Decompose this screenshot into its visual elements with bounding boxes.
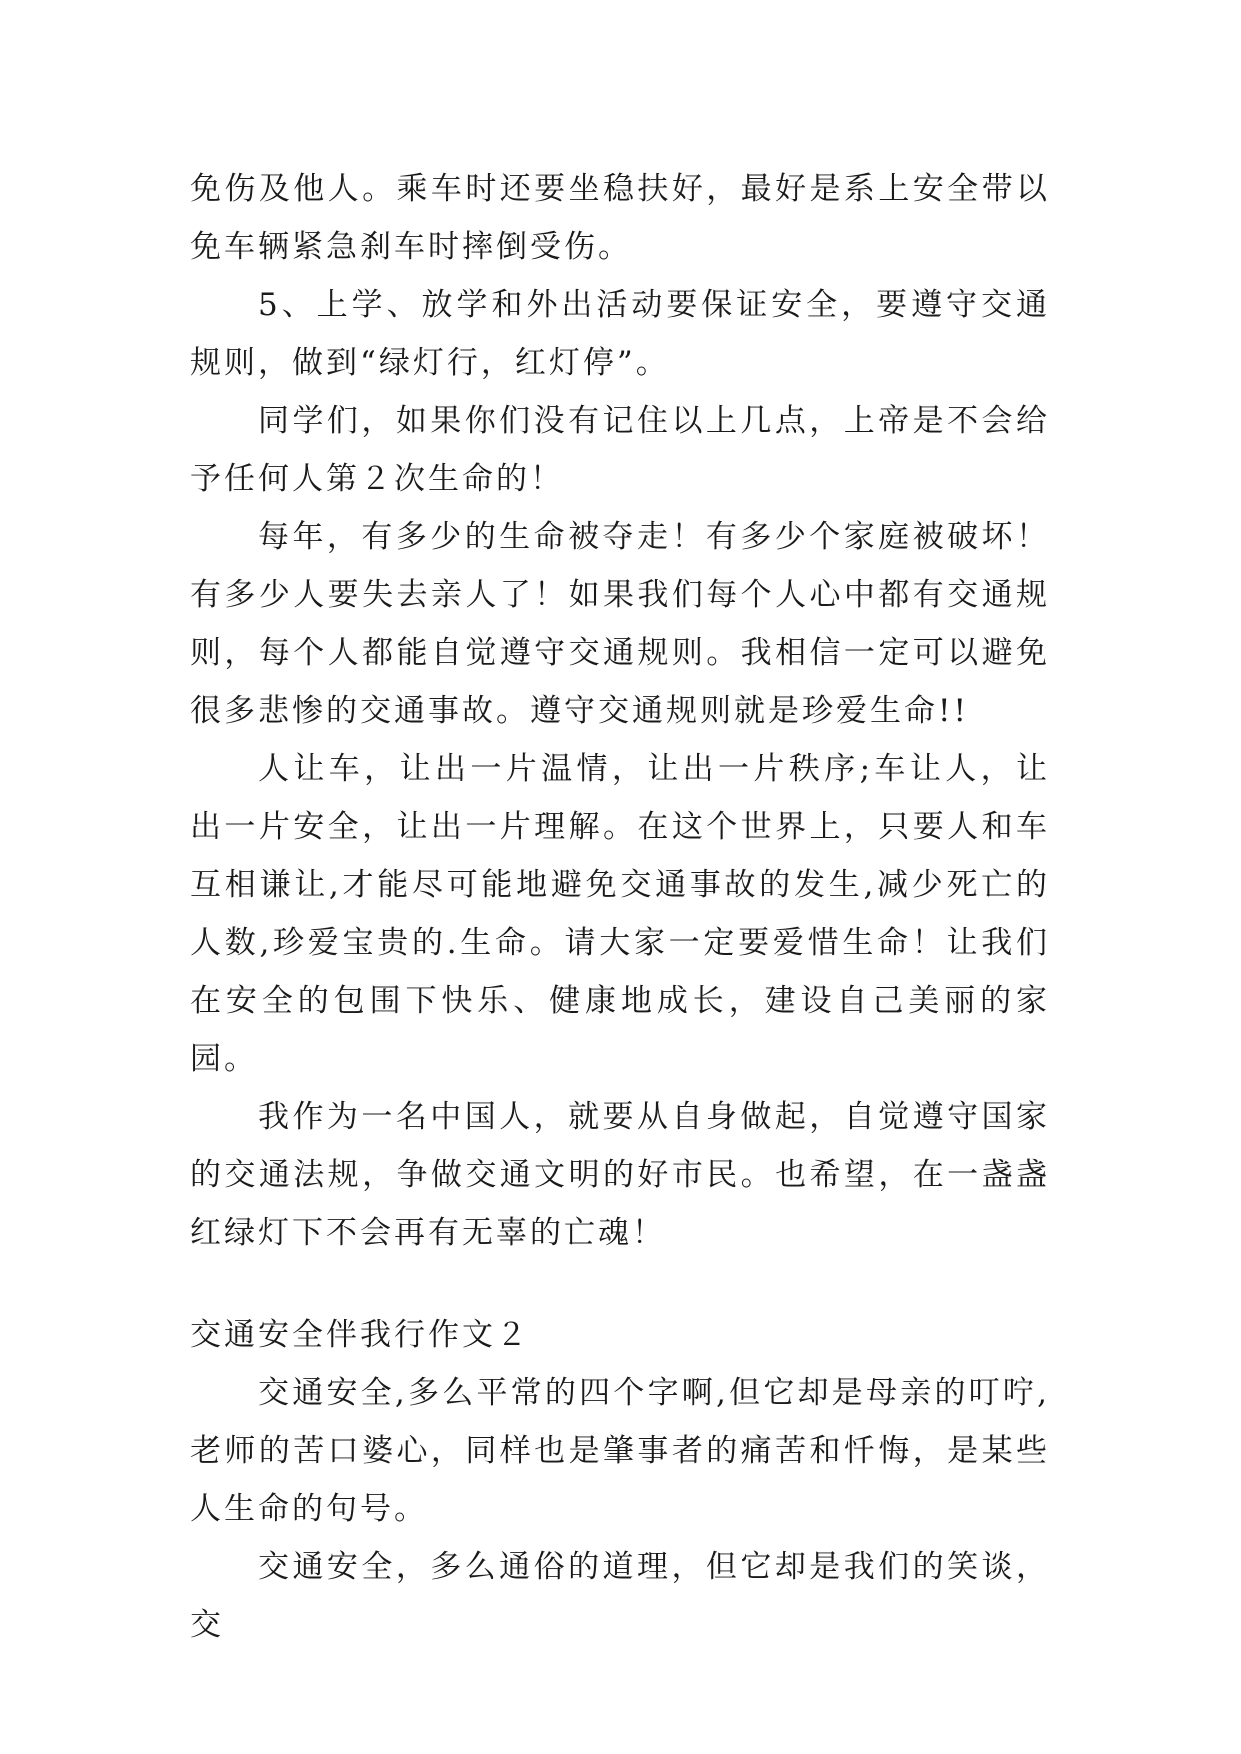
- paragraph-7: 交通安全,多么平常的四个字啊,但它却是母亲的叮咛,老师的苦口婆心，同样也是肇事者的痛苦和忏悔，是某些人生命的句号。: [190, 1375, 1050, 1527]
- paragraph-2: 5、上学、放学和外出活动要保证安全，要遵守交通规则，做到“绿灯行，红灯停”。: [190, 287, 1050, 381]
- paragraph-1: 免伤及他人。乘车时还要坐稳扶好，最好是系上安全带以免车辆紧急刹车时摔倒受伤。: [190, 171, 1050, 265]
- section-heading: 交通安全伴我行作文２: [190, 1317, 530, 1353]
- paragraph-4: 每年，有多少的生命被夺走！有多少个家庭被破坏！有多少人要失去亲人了！如果我们每个人心中都有交通规则，每个人都能自觉遵守交通规则。我相信一定可以避免很多悲惨的交通事故。遵守交通规则就是珍爱生命!!: [190, 519, 1050, 729]
- paragraph-8: 交通安全，多么通俗的道理，但它却是我们的笑谈，交: [190, 1549, 1050, 1643]
- paragraph-3: 同学们，如果你们没有记住以上几点，上帝是不会给予任何人第２次生命的！: [190, 403, 1050, 497]
- paragraph-6: 我作为一名中国人，就要从自身做起，自觉遵守国家的交通法规，争做交通文明的好市民。也希望，在一盏盏红绿灯下不会再有无辜的亡魂！: [190, 1099, 1050, 1251]
- paragraph-5: 人让车，让出一片温情，让出一片秩序;车让人，让出一片安全，让出一片理解。在这个世界上，只要人和车互相谦让,才能尽可能地避免交通事故的发生,减少死亡的人数,珍爱宝贵的.生命。请大家一定要爱惜生命！让我们在安全的包围下快乐、健康地成长，建设自己美丽的家园。: [190, 751, 1050, 1077]
- document-body: [190, 160, 1050, 1654]
